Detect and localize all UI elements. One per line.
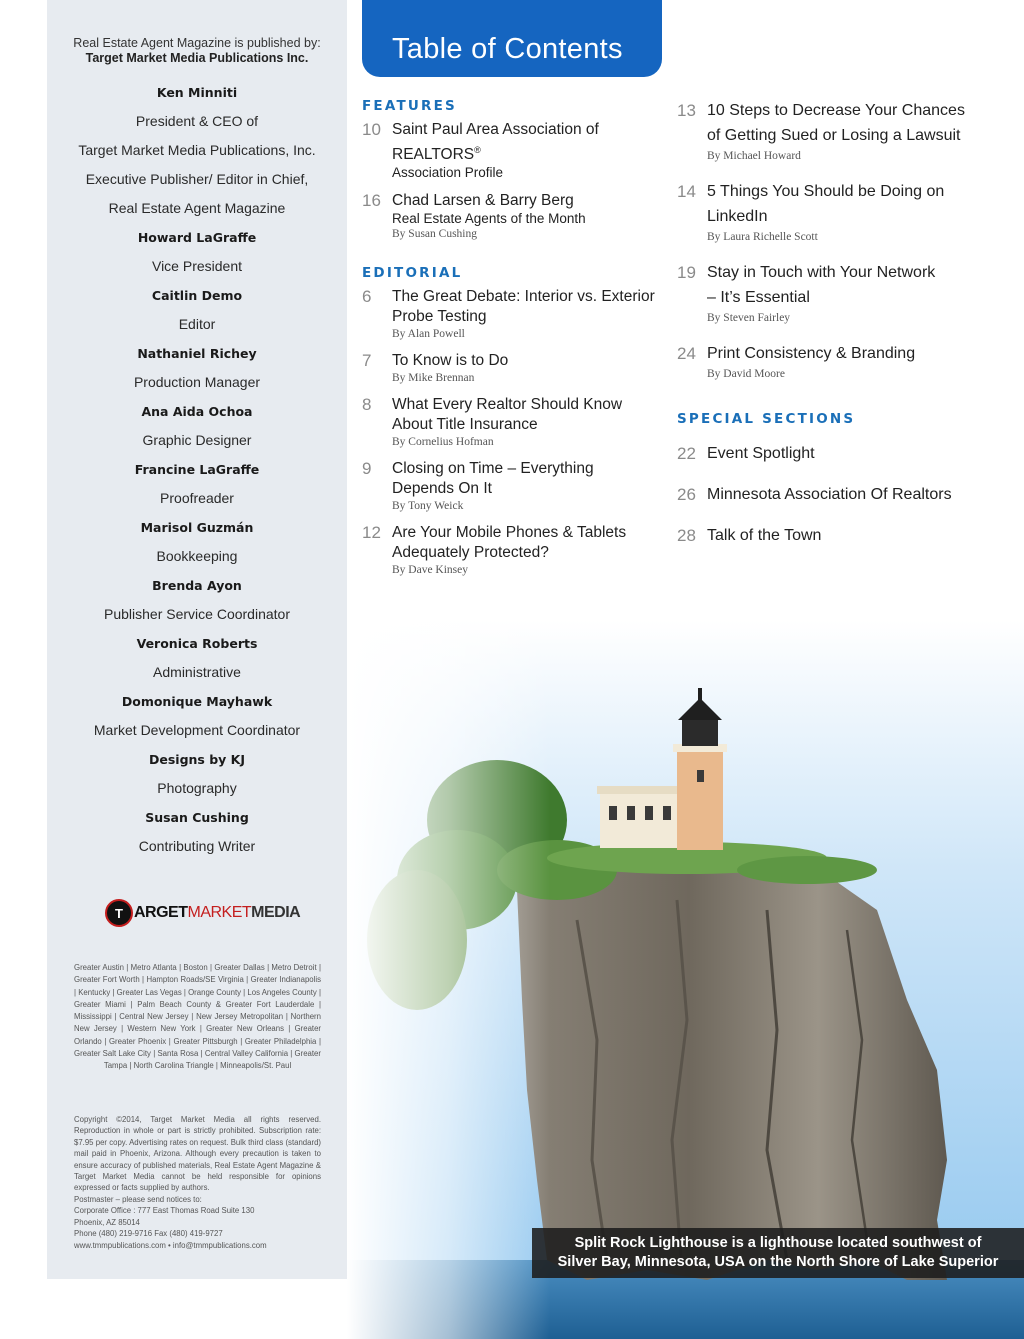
toc-entry-title-line2 xyxy=(392,307,667,327)
toc-page-number: 12 xyxy=(362,523,381,543)
staff-list xyxy=(47,78,347,861)
logo-text-part3: MEDIA xyxy=(251,904,301,921)
staff-name: Susan Cushing xyxy=(145,810,249,825)
toc-entry-title-line2 xyxy=(392,479,667,499)
toc-page-number: 26 xyxy=(677,485,696,504)
toc-entry[interactable] xyxy=(677,482,1012,507)
toc-entry[interactable] xyxy=(677,179,1012,244)
staff-name: Ken Minniti xyxy=(156,85,238,100)
toc-entry-title-line2-text: – It’s Essential xyxy=(707,289,810,306)
toc-entry-subtitle: Real Estate Agents of the Month xyxy=(392,211,586,227)
toc-entry-title-line2-text: Depends On It xyxy=(392,480,492,498)
publisher-intro-line: Real Estate Agent Magazine is published by: xyxy=(73,36,321,50)
toc-entry-title-line2 xyxy=(707,285,1012,310)
staff-role: Target Market Media Publications, Inc. xyxy=(78,142,316,158)
staff-name: Brenda Ayon xyxy=(152,578,242,593)
logo-circle-icon: T xyxy=(105,899,133,927)
toc-entry-title-line2-text: About Title Insurance xyxy=(392,416,538,434)
toc-entry[interactable] xyxy=(677,441,1012,466)
section-heading-special-sections: SPECIAL SECTIONS xyxy=(677,411,856,427)
staff-role: Proofreader xyxy=(160,490,234,506)
toc-entry-title-line2-text: of Getting Sued or Losing a Lawsuit xyxy=(707,127,961,144)
toc-entry[interactable] xyxy=(677,341,1012,381)
toc-entry[interactable] xyxy=(362,287,667,341)
toc-entry-byline: By Laura Richelle Scott xyxy=(707,231,818,243)
staff-role: Real Estate Agent Magazine xyxy=(108,200,286,216)
toc-entry-title: Event Spotlight xyxy=(707,445,815,462)
toc-entry[interactable] xyxy=(362,351,667,385)
caption-line-1: Split Rock Lighthouse is a lighthouse located southwest of xyxy=(574,1235,982,1251)
toc-entry-title-line2-text: LinkedIn xyxy=(707,208,768,225)
toc-entry[interactable] xyxy=(677,98,1012,163)
staff-role: President & CEO of xyxy=(135,113,259,129)
toc-column-1 xyxy=(362,98,667,587)
contact-line: Postmaster – please send notices to: xyxy=(74,1195,202,1204)
contact-line: www.tmmpublications.com • info@tmmpublications.com xyxy=(74,1240,267,1250)
toc-entry-byline: By Dave Kinsey xyxy=(392,564,469,577)
toc-entry-byline: By Steven Fairley xyxy=(707,312,791,324)
staff-role: Photography xyxy=(157,780,237,796)
toc-column-2 xyxy=(677,98,1012,564)
toc-entry-title-line2 xyxy=(392,543,667,563)
toc-entry-byline: By Cornelius Hofman xyxy=(392,436,494,449)
contact-line: Corporate Office : 777 East Thomas Road Suite 130 xyxy=(74,1206,255,1216)
markets-list: Greater Austin | Metro Atlanta | Boston | Greater Dallas | Metro Detroit | Greater Fort Worth | Hampton Roads/SE Virginia | Greater Indianapolis | Kentucky | Greater Las Vegas | Orange County | Los Angeles County | Greater Miami | Palm Beach County & Greater Fort Lauderdale | Mississippi | Central New Jersey | New Jersey Metropolitan | Northern New Jersey | Western New York | Greater New Orleans | Greater Orlando | Greater Phoenix | Greater Pittsburgh | Greater Philadelphia | Greater Salt Lake City | Santa Rosa | Central Valley California | Greater Tampa | North Carolina Triangle | Minneapolis/St. Paul xyxy=(74,963,321,1071)
target-market-media-logo xyxy=(105,898,300,928)
masthead-sidebar xyxy=(47,0,347,1279)
toc-entry[interactable] xyxy=(362,395,667,449)
toc-page-number: 13 xyxy=(677,101,696,120)
toc-entry-title-line2-text: REALTORS xyxy=(392,146,475,164)
toc-entry-title: Chad Larsen & Barry Berg xyxy=(392,192,574,210)
toc-entry-byline: By Tony Weick xyxy=(392,500,464,513)
toc-entry-title: The Great Debate: Interior vs. Exterior xyxy=(392,288,655,306)
toc-entry-title-line2 xyxy=(392,415,667,435)
toc-entry-title: Print Consistency & Branding xyxy=(707,345,916,362)
publisher-company: Target Market Media Publications Inc. xyxy=(85,51,309,65)
staff-role: Graphic Designer xyxy=(142,432,252,448)
staff-role: Administrative xyxy=(153,664,241,680)
logo-text-part1: ARGET xyxy=(134,904,188,921)
section-heading-editorial: EDITORIAL xyxy=(362,265,463,282)
staff-name: Howard LaGraffe xyxy=(137,230,257,245)
staff-name: Francine LaGraffe xyxy=(134,462,260,477)
contact-line: Phone (480) 219-9716 Fax (480) 419-9727 xyxy=(74,1229,223,1239)
toc-entry-title: To Know is to Do xyxy=(392,352,509,370)
caption-line-2: Silver Bay, Minnesota, USA on the North Shore of Lake Superior xyxy=(557,1254,999,1270)
staff-name: Marisol Guzmán xyxy=(140,520,254,535)
toc-page-number: 28 xyxy=(677,526,696,545)
contact-line: Phoenix, AZ 85014 xyxy=(74,1217,140,1227)
staff-name: Domonique Mayhawk xyxy=(121,694,273,709)
staff-role: Market Development Coordinator xyxy=(93,722,301,738)
toc-page-number: 19 xyxy=(677,263,696,282)
toc-page-number: 14 xyxy=(677,182,696,201)
toc-page-number: 7 xyxy=(362,351,372,371)
copyright-notice: Copyright ©2014, Target Market Media all rights reserved. Reproduction in whole or part is strictly prohibited. Subscription rate: $7.95 per copy. Advertising rates on request. Bulk third class (standard) mail paid in Phoenix, Arizona. Although every precaution is taken to ensure accuracy of published materials, Real Estate Agent Magazine & Target Market Media cannot be held responsible for opinions expressed or facts supplied by authors. xyxy=(74,1115,321,1193)
toc-page-number: 16 xyxy=(362,191,381,211)
toc-entry-title-line2 xyxy=(707,204,1012,229)
staff-name: Nathaniel Richey xyxy=(137,346,257,361)
toc-header xyxy=(362,0,662,77)
toc-entry[interactable] xyxy=(362,191,667,241)
staff-name: Veronica Roberts xyxy=(136,636,258,651)
logo-text-part2: MARKET xyxy=(187,904,252,921)
toc-page-number: 22 xyxy=(677,444,696,463)
toc-entry-title: Closing on Time – Everything xyxy=(392,460,594,478)
staff-name: Ana Aida Ochoa xyxy=(141,404,253,419)
registered-mark: ® xyxy=(474,145,481,155)
toc-entry-byline: By Alan Powell xyxy=(392,328,465,341)
toc-entry-title: 5 Things You Should be Doing on xyxy=(707,183,945,200)
photo-caption xyxy=(532,1228,1024,1278)
page-title: Table of Contents xyxy=(392,33,623,65)
toc-page-number: 8 xyxy=(362,395,372,415)
staff-role: Production Manager xyxy=(133,374,261,390)
toc-entry-title: 10 Steps to Decrease Your Chances xyxy=(707,102,965,119)
contact-info xyxy=(74,1194,324,1251)
toc-page-number: 9 xyxy=(362,459,372,479)
section-heading-features: FEATURES xyxy=(362,98,457,114)
staff-role: Executive Publisher/ Editor in Chief, xyxy=(85,171,309,187)
staff-name: Caitlin Demo xyxy=(151,288,243,303)
staff-role: Editor xyxy=(178,316,216,332)
toc-entry-byline: By Susan Cushing xyxy=(392,228,477,241)
toc-entry[interactable] xyxy=(677,260,1012,325)
toc-entry-title-line2-text: Probe Testing xyxy=(392,308,487,326)
toc-entry-byline: By Mike Brennan xyxy=(392,372,475,385)
staff-role: Vice President xyxy=(151,258,242,274)
toc-entry[interactable] xyxy=(677,523,1012,548)
toc-entry-title: Are Your Mobile Phones & Tablets xyxy=(392,524,627,542)
toc-entry[interactable] xyxy=(362,459,667,513)
toc-page-number: 24 xyxy=(677,344,696,363)
toc-page-number: 6 xyxy=(362,287,372,307)
toc-entry[interactable] xyxy=(362,523,667,577)
toc-entry-title-line2 xyxy=(392,140,667,165)
toc-entry-title-line2 xyxy=(707,123,1012,148)
toc-entry[interactable] xyxy=(362,120,667,181)
toc-entry-byline: By Michael Howard xyxy=(707,150,801,162)
toc-entry-subtitle: Association Profile xyxy=(392,165,504,181)
toc-entry-title: Talk of the Town xyxy=(707,527,822,544)
staff-role: Publisher Service Coordinator xyxy=(104,606,290,622)
staff-role: Contributing Writer xyxy=(138,838,256,854)
staff-role: Bookkeeping xyxy=(156,548,238,564)
toc-entry-byline: By David Moore xyxy=(707,368,785,380)
toc-page-number: 10 xyxy=(362,120,381,139)
toc-entry-title: Minnesota Association Of Realtors xyxy=(707,486,952,503)
toc-entry-title: What Every Realtor Should Know xyxy=(392,396,623,414)
toc-entry-title-line2-text: Adequately Protected? xyxy=(392,544,549,562)
publisher-intro xyxy=(47,36,347,66)
toc-entry-title: Stay in Touch with Your Network xyxy=(707,264,936,281)
toc-entry-title: Saint Paul Area Association of xyxy=(392,121,599,138)
staff-name: Designs by KJ xyxy=(148,752,245,767)
